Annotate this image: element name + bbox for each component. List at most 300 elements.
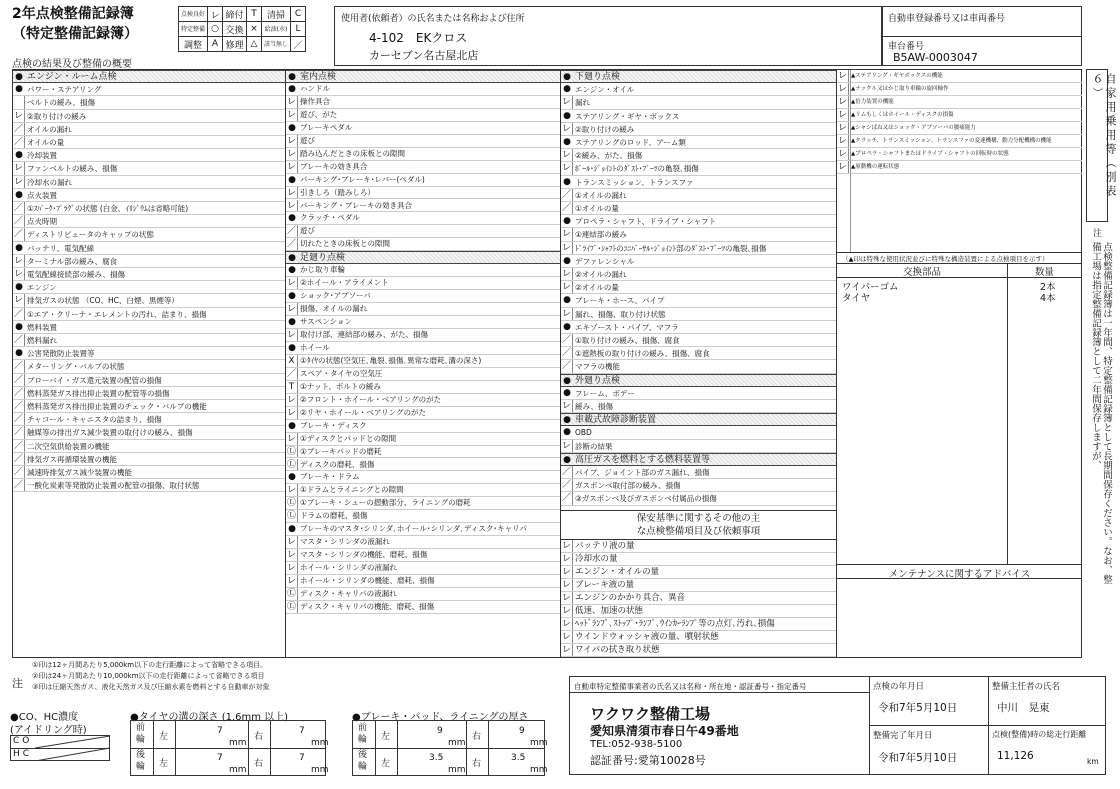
check-item — [13, 228, 285, 241]
check-item — [13, 110, 285, 123]
item-label: マスタ・シリンダの液漏れ — [300, 537, 390, 547]
check-item — [561, 360, 836, 373]
item-label: 切れたときの床板との隙間 — [300, 239, 390, 249]
shop-cert: 認証番号:愛第10028号 — [590, 754, 706, 767]
bullet-icon: ● — [15, 150, 23, 161]
check-mark: レ — [561, 268, 573, 281]
item-label: ▲倍力装置の機能 — [851, 99, 894, 105]
tire-rear-left: 7 — [217, 753, 223, 763]
check-item — [13, 268, 285, 281]
bullet-icon: ● — [288, 213, 296, 224]
item-label: ②フロント・ホイール・ベアリングのがた — [300, 394, 442, 404]
check-item — [13, 321, 285, 334]
left-label: 左 — [381, 732, 391, 742]
item-label: ホイール — [300, 342, 330, 352]
check-item — [561, 189, 836, 202]
bullet-icon: ● — [15, 84, 23, 95]
legend-label: 締付 — [223, 7, 247, 22]
check-item — [561, 281, 836, 294]
column-engine-room — [13, 70, 285, 658]
item-label: ホイール・シリンダの機能、磨耗、損傷 — [300, 576, 435, 586]
item-label: ステアリングのロッド、アーム類 — [575, 138, 686, 147]
unit: mm — [229, 738, 247, 748]
check-item — [561, 96, 836, 109]
check-mark: レ — [837, 71, 847, 81]
check-item — [13, 162, 285, 175]
rear-wheel-label: 後輪 — [136, 750, 146, 772]
check-item — [837, 148, 1082, 161]
check-item — [561, 83, 836, 96]
item-label: 低速、加速の状態 — [575, 606, 644, 616]
check-item — [561, 321, 836, 334]
check-item — [286, 407, 560, 420]
bullet-icon: ● — [288, 72, 296, 82]
car-name: 4-102 EKクロス — [369, 31, 468, 45]
part-qty: 2本 — [1040, 282, 1056, 293]
completion-date-label: 整備完了年月日 — [873, 731, 933, 741]
pad-rear-right: 3.5 — [511, 753, 526, 763]
legend-label: 特定整備 — [179, 22, 208, 37]
column-interior-chassis — [286, 70, 560, 658]
check-mark: レ — [13, 110, 25, 123]
check-item — [13, 215, 285, 228]
bullet-icon: ● — [288, 122, 296, 133]
check-item — [286, 459, 560, 472]
check-mark: ／ — [13, 466, 25, 479]
bullet-icon: ● — [15, 348, 23, 359]
note-3: ③印は圧縮天然ガス、液化天然ガス及び圧縮水素を燃料とする自動車が対象 — [32, 683, 270, 691]
item-label: 点火時期 — [27, 217, 57, 227]
check-mark: レ — [286, 109, 296, 120]
check-item — [286, 109, 560, 122]
check-mark: レ — [561, 400, 573, 413]
item-label: ﾄﾞﾗｲﾌﾞ･ｼｬﾌﾄのﾕﾆﾊﾞｰｻﾙ･ｼﾞｮｲﾝﾄ部のﾀﾞｽﾄ･ﾌﾞｰﾂの亀裂､損傷 — [575, 243, 767, 253]
check-item — [286, 355, 560, 368]
legend-symbol: レ — [208, 7, 223, 22]
right-label: 右 — [472, 759, 482, 769]
check-mark: レ — [837, 110, 847, 120]
special-items-note: （▲印は特殊な使用状況並びに特殊な構造装置による点検項目を示す） — [842, 255, 1049, 263]
check-item — [286, 368, 560, 381]
check-mark: ／ — [561, 347, 573, 360]
item-label: ファンベルトの緩み、損傷 — [27, 164, 118, 174]
check-item — [286, 588, 560, 601]
item-label: サスペンション — [300, 317, 352, 327]
check-mark: ／ — [13, 202, 25, 215]
bullet-icon: ● — [563, 216, 571, 227]
item-label: フレーム、ボデー — [575, 388, 635, 398]
item-label: ホイール・シリンダの液漏れ — [300, 563, 398, 573]
item-label: パーキング・ブレーキの効き具合 — [300, 200, 412, 210]
item-label: 遊び、がた — [300, 109, 338, 119]
shop-info-box — [569, 676, 1106, 775]
legend-symbol: T — [247, 7, 262, 22]
item-label: 操作具合 — [300, 96, 330, 106]
check-item — [286, 394, 560, 407]
check-mark: レ — [286, 330, 296, 340]
tire-rear-right: 7 — [299, 753, 305, 763]
front-wheel-label: 前輪 — [136, 723, 146, 745]
reg-label: 自動車登録番号又は車両番号 — [888, 14, 1006, 24]
bullet-icon: ● — [563, 454, 571, 465]
inspection-date-label: 点検の年月日 — [873, 682, 925, 692]
user-label: 使用者(依頼者）の氏名または名称および住所 — [341, 14, 525, 24]
check-item — [13, 242, 285, 255]
check-mark: レ — [561, 567, 571, 577]
check-mark: Ⓛ — [286, 601, 296, 612]
bullet-icon: ● — [288, 317, 296, 328]
inspection-date: 令和7年5月10日 — [878, 702, 958, 714]
item-label: ①ディスクとパッドとの隙間 — [300, 433, 397, 443]
bullet-icon: ● — [563, 255, 571, 266]
check-mark: レ — [837, 162, 847, 172]
legend-label: 該当無し — [262, 37, 291, 52]
item-label: エンジン・オイルの量 — [575, 567, 660, 577]
item-label: ①ブレーキパッドの磨耗 — [300, 446, 382, 456]
tire-front-right: 7 — [299, 726, 305, 736]
check-item — [286, 212, 560, 225]
qty-header: 数量 — [1034, 267, 1054, 278]
check-item — [561, 466, 836, 479]
check-item — [561, 566, 836, 579]
check-mark: ／ — [13, 453, 25, 466]
item-label: 引きしろ（踏みしろ） — [300, 187, 375, 197]
rear-wheel-label: 後輪 — [358, 750, 368, 772]
check-mark: レ — [561, 645, 571, 655]
check-mark: レ — [286, 96, 296, 107]
item-label: メターリング・バルブの状態 — [27, 362, 125, 372]
shop-address: 愛知県清須市春日午49番地 — [590, 724, 739, 738]
check-item — [286, 601, 560, 614]
check-item — [561, 242, 836, 255]
legend-label: 点検良好 — [179, 7, 208, 22]
check-item — [837, 122, 1082, 135]
check-item — [13, 413, 285, 426]
unit: mm — [530, 765, 548, 775]
item-label: 漏れ — [575, 98, 590, 108]
section-heading — [561, 70, 836, 83]
check-item — [561, 579, 836, 592]
bullet-icon: ● — [288, 420, 296, 431]
bullet-icon: ● — [288, 174, 296, 185]
check-mark: レ — [286, 148, 296, 159]
check-item — [837, 109, 1082, 122]
front-wheel-label: 前輪 — [358, 723, 368, 745]
check-mark: T — [286, 381, 298, 394]
bullet-icon: ● — [563, 295, 571, 306]
item-label: エキゾースト・パイプ、マフラ — [575, 322, 679, 332]
note-1: ①印は12ヶ月間あたり5,000km以下の走行距離によって省略できる項目。 — [32, 661, 268, 669]
item-label: ブレーキ・ドラム — [300, 472, 360, 482]
check-mark: レ — [837, 84, 847, 94]
unit: mm — [448, 738, 466, 748]
item-label: ①オイルの漏れ — [575, 190, 627, 200]
check-item — [561, 479, 836, 492]
check-mark: ／ — [13, 228, 25, 241]
item-label: 緩み、損傷 — [575, 402, 613, 411]
section-title: 点検の結果及び整備の概要 — [12, 59, 132, 70]
bullet-icon: ● — [288, 291, 296, 302]
bullet-icon: ● — [563, 137, 571, 147]
item-label: ブレーキペダル — [300, 122, 353, 132]
check-mark: ／ — [561, 360, 573, 373]
check-mark: レ — [286, 433, 296, 444]
item-label: ①エア・クリーナ・エレメントの汚れ、詰まり、損傷 — [27, 309, 207, 319]
item-label: ブレーキ・ホース、パイプ — [575, 296, 665, 306]
check-item — [286, 433, 560, 446]
item-label: ターミナル部の緩み、腐食 — [27, 256, 118, 266]
form-subtitle: （特定整備記録簿） — [12, 26, 138, 42]
check-mark: レ — [561, 308, 573, 321]
check-mark: レ — [286, 563, 296, 574]
legend-label: 交換 — [223, 22, 247, 37]
check-item — [13, 176, 285, 189]
odometer-unit: km — [1087, 757, 1099, 766]
item-label: 診断の結果 — [575, 441, 613, 451]
check-item — [561, 631, 836, 644]
item-label: ▲ステアリング・ギヤボックスの機能 — [851, 73, 943, 79]
left-label: 左 — [159, 732, 169, 742]
check-item — [13, 136, 285, 149]
check-item — [561, 255, 836, 268]
check-mark: ／ — [561, 189, 573, 202]
check-item — [13, 294, 285, 307]
bullet-icon: ● — [563, 176, 571, 187]
check-mark: ／ — [13, 123, 25, 136]
bullet-icon: ● — [15, 72, 23, 82]
item-label: バッテリ液の量 — [575, 541, 635, 551]
check-mark: レ — [561, 96, 573, 109]
check-item — [13, 387, 285, 400]
item-label: エンジンのかかり具合、異音 — [575, 593, 686, 603]
check-item — [286, 290, 560, 303]
check-item — [286, 174, 560, 187]
left-label: 左 — [381, 759, 391, 769]
check-mark: レ — [837, 123, 847, 133]
item-label: ②リヤ・ホイール・ベアリングのがた — [300, 407, 426, 417]
co-hc-title: ●CO、HC濃度 — [10, 712, 79, 723]
legend-label: 清掃 — [262, 7, 291, 22]
odometer-label: 点検(整備)時の総走行距離 — [992, 730, 1087, 739]
item-label: ①取り付けの緩み、損傷、腐食 — [575, 336, 680, 345]
check-mark: レ — [286, 407, 296, 418]
shop-client: カーセブン名古屋北店 — [369, 49, 479, 62]
co-hc-table — [10, 735, 110, 761]
item-label: ディストリビュータのキャップの状態 — [27, 230, 154, 240]
item-label: エンジン・ルーム点検 — [27, 72, 117, 82]
item-label: 電気配線接続部の緩み、損傷 — [27, 270, 125, 279]
check-item — [561, 605, 836, 618]
check-item — [561, 644, 836, 657]
check-item — [286, 510, 560, 523]
check-item — [13, 308, 285, 321]
completion-date: 令和7年5月10日 — [878, 752, 958, 764]
check-item — [561, 347, 836, 360]
check-mark: レ — [13, 255, 25, 268]
item-label: マフラの機能 — [575, 362, 620, 372]
check-mark: レ — [561, 606, 571, 616]
check-item — [561, 592, 836, 605]
check-mark: レ — [561, 149, 573, 162]
bullet-icon: ● — [288, 265, 296, 276]
unit: mm — [448, 765, 466, 775]
check-mark: レ — [13, 176, 25, 189]
section-heading — [286, 70, 560, 83]
check-item — [561, 492, 836, 505]
item-label: ガスボンベ取付部の緩み、損傷 — [575, 481, 681, 491]
check-mark: ／ — [13, 387, 25, 400]
check-mark: レ — [13, 268, 25, 281]
check-item — [561, 426, 836, 439]
check-item — [286, 264, 560, 277]
bullet-icon: ● — [15, 242, 23, 253]
item-label: ベルトの緩み、損傷 — [27, 98, 95, 108]
item-label: ①オイルの量 — [575, 204, 619, 213]
item-label: ①ﾀｲﾔの状態(空気圧､亀裂､損傷､異常な磨耗､溝の深さ) — [300, 355, 482, 365]
bullet-icon: ● — [563, 84, 571, 95]
notes-mark: 注 — [12, 677, 23, 690]
check-item — [286, 446, 560, 459]
item-label: ディスク・キャリパの液漏れ — [300, 589, 397, 598]
item-label: ▲プロペラ・シャフトまたはドライブ・シャフトの回転時の状態 — [851, 151, 1009, 157]
item-label: 遊び — [300, 135, 315, 145]
item-label: ③ガスボンベ及びガスボンベ付属品の損傷 — [575, 494, 717, 504]
check-item — [286, 161, 560, 174]
item-label: ②取り付けの緩み — [575, 124, 635, 134]
check-item — [837, 96, 1082, 109]
item-label: ▲原動機の運転状態 — [851, 164, 900, 170]
chief-name: 中川 晃東 — [997, 702, 1050, 714]
item-label: OBD — [575, 428, 592, 438]
check-item — [561, 162, 836, 175]
unit: mm — [530, 738, 548, 748]
check-mark: ／ — [13, 360, 25, 373]
check-item — [286, 225, 560, 238]
check-item — [561, 334, 836, 347]
check-mark: レ — [561, 632, 571, 642]
section-heading — [13, 70, 285, 83]
bullet-icon: ● — [563, 72, 571, 82]
chassis-number: B5AW-0003047 — [893, 51, 978, 64]
item-label: デファレンシャル — [575, 256, 635, 266]
item-label: ブレーキのマスタ･シリンダ､ホイール･シリンダ､ディスク･キャリパ — [300, 524, 527, 534]
check-mark: レ — [561, 593, 571, 603]
right-label: 右 — [254, 732, 264, 742]
check-mark: レ — [561, 281, 573, 294]
note-2: ②印は24ヶ月間あたり10,000km以下の走行距離によって省略できる項目 — [32, 672, 265, 680]
legend-symbol: L — [291, 22, 306, 37]
unit: mm — [229, 765, 247, 775]
chief-label: 整備主任者の氏名 — [992, 682, 1061, 692]
unit: mm — [311, 765, 329, 775]
tire-depth-title: ●タイヤの溝の深さ (1.6mm 以上) — [130, 712, 289, 723]
item-label: 冷却水の量 — [575, 554, 618, 564]
check-item — [13, 123, 285, 136]
item-label: トランスミッション、トランスファ — [575, 177, 694, 187]
check-item — [286, 575, 560, 588]
check-mark: ／ — [561, 492, 573, 505]
check-mark: レ — [561, 123, 573, 136]
check-item — [286, 523, 560, 536]
bullet-icon: ● — [563, 387, 571, 398]
item-label: ▲シャシばね又はショック・アブソーバの腰痛能力 — [851, 125, 976, 131]
parts-header: 交換部品 — [902, 267, 941, 278]
check-mark: ／ — [286, 226, 296, 237]
form-title: 2年点検整備記録簿 — [12, 6, 134, 22]
part-qty: 4本 — [1040, 293, 1056, 304]
check-mark: レ — [561, 541, 571, 551]
item-label: ステアリング・ギヤ・ボックス — [575, 111, 680, 121]
item-label: ②オイルの量 — [575, 283, 619, 293]
check-item — [286, 187, 560, 200]
legend-symbol: △ — [247, 37, 262, 52]
item-label: ウインドウォッシャ液の量、噴射状態 — [575, 632, 719, 642]
co-hc-strike — [35, 736, 111, 761]
check-item — [13, 255, 285, 268]
column-special-items — [837, 70, 1082, 254]
check-mark: Ⓛ — [286, 589, 296, 599]
item-label: 漏れ、損傷、取り付け状態 — [575, 309, 666, 319]
item-label: ②ホイール・アライメント — [300, 278, 389, 288]
check-item — [286, 484, 560, 497]
section-heading — [561, 453, 836, 466]
check-item — [561, 294, 836, 307]
bullet-icon: ● — [288, 342, 296, 353]
check-mark: レ — [837, 97, 847, 107]
item-label: ﾍｯﾄﾞﾗﾝﾌﾟ､ｽﾄｯﾌﾟ･ﾗﾝﾌﾟ､ｳｲﾝｶｰﾗﾝﾌﾟ等の点灯､汚れ､損傷 — [575, 619, 775, 629]
check-mark: ／ — [13, 215, 25, 228]
check-mark: レ — [286, 200, 296, 211]
check-item — [561, 202, 836, 215]
check-mark: レ — [561, 228, 573, 241]
right-label: 右 — [254, 759, 264, 769]
check-mark: ／ — [561, 334, 573, 347]
check-mark: ／ — [13, 426, 25, 439]
check-item — [561, 540, 836, 553]
check-mark: レ — [286, 537, 296, 548]
legend-symbol: ／ — [291, 37, 306, 52]
item-label: ②取り付けの緩み — [27, 111, 87, 121]
check-mark: Ⓛ — [286, 498, 296, 509]
bullet-icon: ● — [288, 253, 296, 264]
check-item — [837, 83, 1082, 96]
item-label: ①ナット、ボルトの緩み — [300, 381, 381, 391]
check-item — [561, 308, 836, 321]
check-item — [286, 329, 560, 342]
check-mark: Ⓛ — [286, 511, 296, 522]
check-item — [286, 83, 560, 96]
check-mark: ／ — [13, 400, 25, 413]
bullet-icon: ● — [563, 375, 571, 386]
item-label: 高圧ガスを燃料とする燃料装置等 — [575, 454, 711, 465]
check-item — [561, 387, 836, 400]
check-item — [286, 96, 560, 109]
item-label: パイプ、ジョイント部のガス漏れ、損傷 — [575, 468, 710, 477]
check-item — [561, 400, 836, 413]
item-label: ﾎﾞｰﾙ･ｼﾞｮｲﾝﾄのﾀﾞｽﾄ･ﾌﾞｰﾂの亀裂､損傷 — [575, 164, 699, 174]
item-label: ブレーキ・ディスク — [300, 420, 367, 430]
check-mark: X — [286, 355, 298, 368]
item-label: 外廻り点検 — [575, 375, 621, 386]
item-label: ②オイルの漏れ — [575, 270, 627, 279]
pad-thickness-title: ●ブレーキ・パッド、ライニングの厚さ — [352, 712, 529, 723]
other-items-heading: 保安基準に関するその他の主 な点検整備項目及び依頼事項 — [636, 513, 761, 537]
legend-label: 調整 — [179, 37, 208, 52]
check-mark: レ — [286, 550, 296, 561]
check-item — [286, 549, 560, 562]
check-mark: ／ — [13, 334, 25, 347]
check-mark: レ — [286, 161, 296, 172]
